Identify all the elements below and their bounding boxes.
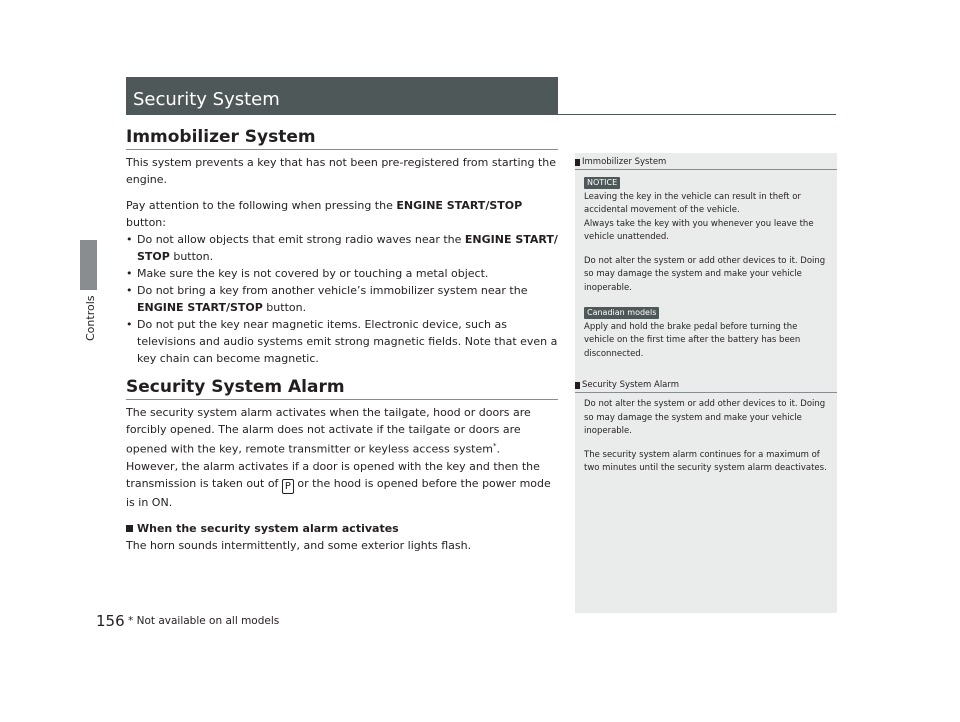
alarm-heading-rule [126, 399, 558, 400]
alarm-body [126, 404, 562, 554]
immobilizer-body [126, 154, 562, 367]
immobilizer-heading-rule [126, 149, 558, 150]
note-reference-icon [575, 159, 580, 166]
immobilizer-note-body: NOTICE Leaving the key in the vehicle can result in theft or accidental movement of the vehicle. Always take the key with you whenever you leave the vehicle unattended. Do not alter the system or add other devices to it. Doing so may damage the system and make your vehicle inoperable. Canadian models Apply and hold the brake pedal before turning the vehicle on the first time after the battery has been disconnected. [584, 178, 826, 359]
page-title: Security System [133, 89, 280, 110]
square-bullet-icon [126, 525, 133, 532]
footnote: * Not available on all models [128, 615, 280, 627]
immobilizer-intro: This system prevents a key that has not been pre-registered from starting the engine. [126, 156, 557, 186]
note-reference-icon [575, 382, 580, 389]
alarm-subtext: The horn sounds intermittently, and some exterior lights flash. [126, 538, 472, 552]
canadian-models-badge: Canadian models [584, 307, 659, 319]
immobilizer-attention: Pay attention to the following when pressing the ENGINE START/STOP button: [126, 199, 523, 229]
alarm-subheading: When the security system alarm activates [126, 520, 562, 537]
chapter-label: Controls [84, 296, 97, 342]
alarm-heading: Security System Alarm [126, 377, 345, 397]
immobilizer-bullet: • Do not allow objects that emit strong radio waves near the ENGINE START/ STOP button. [126, 233, 558, 263]
immobilizer-bullet: • Make sure the key is not covered by or touching a metal object. [126, 267, 489, 280]
immobilizer-bullet: • Do not put the key near magnetic items. Electronic device, such as televisions and audio systems emit strong magnetic fields. Note that even a key chain can become magnetic. [126, 318, 558, 365]
immobilizer-heading: Immobilizer System [126, 127, 316, 147]
immobilizer-note [575, 157, 837, 170]
notice-badge: NOTICE [584, 177, 620, 189]
alarm-note-title: Security System Alarm [582, 380, 680, 390]
chapter-tab-marker [80, 240, 97, 290]
alarm-note-body: Do not alter the system or add other devices to it. Doing so may damage the system and make your vehicle inoperable. The security system alarm continues for a maximum of two minutes until the security system alarm deactivates. [584, 399, 827, 473]
alarm-paragraph-1: The security system alarm activates when the tailgate, hood or doors are forcibly opened. The alarm does not activate if the tailgate or doors are opened with the key, remote transmitter or keyless access system*. [126, 406, 531, 456]
immobilizer-note-title: Immobilizer System [582, 157, 667, 167]
note-title-rule [575, 392, 837, 393]
park-position-icon: P [282, 479, 294, 494]
page-title-bar [126, 77, 558, 114]
title-rule [126, 114, 836, 115]
note-title-rule [575, 169, 837, 170]
alarm-paragraph-2: However, the alarm activates if a door is opened with the key and then the transmission is taken out of P or the hood is opened before the power mode is in ON. [126, 459, 551, 509]
alarm-note [575, 380, 837, 393]
immobilizer-bullet: • Do not bring a key from another vehicle’s immobilizer system near the ENGINE START/STOP button. [126, 284, 528, 314]
page-number: 156 [96, 612, 125, 630]
